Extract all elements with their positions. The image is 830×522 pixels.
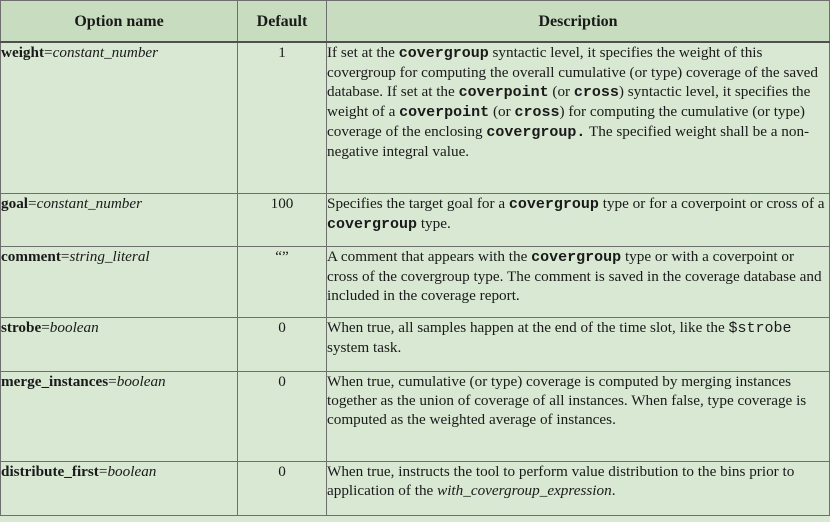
desc-text: Specifies the target goal for a	[327, 194, 509, 212]
desc-text: (or	[489, 103, 515, 120]
option-type: boolean	[116, 372, 166, 390]
header-option-name: Option name	[1, 1, 238, 43]
desc-text: type or with a coverpoint or cross of the covergroup type. The comment is saved in the coverage database and included in the coverage report.	[327, 247, 822, 304]
option-equals: =	[108, 372, 117, 390]
desc-text: A comment that appears with the	[327, 247, 532, 265]
option-equals: =	[41, 318, 50, 336]
desc-text: .	[611, 481, 616, 499]
option-name: strobe	[1, 318, 42, 336]
desc-text: type or for a coverpoint or cross of a	[598, 194, 825, 212]
desc-keyword: cross	[573, 84, 619, 101]
option-equals: =	[98, 462, 108, 480]
option-name-cell	[1, 193, 238, 246]
desc-keyword: covergroup	[398, 45, 489, 62]
option-name-cell	[1, 461, 238, 515]
description-cell	[327, 42, 830, 193]
option-type: boolean	[107, 462, 157, 480]
desc-code: $strobe	[728, 319, 792, 337]
table-row	[1, 246, 830, 317]
desc-text: ) for computing the cumulative (or type) coverage of the enclosing	[327, 103, 805, 140]
desc-keyword: covergroup	[531, 248, 622, 266]
option-name-cell	[1, 246, 238, 317]
description-cell	[327, 371, 830, 461]
desc-keyword: coverpoint	[458, 84, 549, 101]
default-value: “”	[238, 246, 327, 317]
description-cell	[327, 317, 830, 371]
description-cell	[327, 193, 830, 246]
table-row	[1, 317, 830, 371]
desc-text: system task.	[327, 338, 402, 356]
desc-text: When true, cumulative (or type) coverage is computed by merging instances together as the union of coverage of all instances. When false, type coverage is computed as the weighted average of instances.	[327, 372, 807, 428]
desc-keyword: covergroup	[327, 215, 418, 233]
option-name-cell	[1, 371, 238, 461]
desc-text: syntactic level, it specifies the weight of this covergroup for computing the overall cumulative (or type) coverage of the saved database. If set at the	[327, 44, 819, 100]
header-row	[1, 1, 830, 43]
option-name-cell	[1, 317, 238, 371]
desc-text: When true, instructs the tool to perform value distribution to the bins prior to application of the	[327, 462, 795, 499]
option-name: weight	[1, 44, 45, 61]
option-type: constant_number	[36, 194, 143, 212]
option-name: goal	[1, 194, 29, 212]
table-row	[1, 193, 830, 246]
desc-keyword: coverpoint	[399, 104, 490, 121]
option-name: comment	[1, 247, 61, 265]
default-value: 0	[238, 371, 327, 461]
default-value: 0	[238, 317, 327, 371]
header-default: Default	[238, 1, 327, 43]
table-row	[1, 371, 830, 461]
desc-italic: with_covergroup_expression	[437, 481, 612, 499]
description-cell	[327, 461, 830, 515]
option-name: distribute_first	[1, 462, 99, 480]
desc-text: (or	[548, 83, 574, 100]
desc-text: The specified weight shall be a non-negative integral value.	[327, 123, 810, 160]
description-cell	[327, 246, 830, 317]
option-name-cell	[1, 42, 238, 193]
option-equals: =	[44, 44, 53, 61]
default-value: 0	[238, 461, 327, 515]
desc-keyword: covergroup	[508, 195, 599, 213]
desc-text: type.	[417, 214, 451, 232]
option-type: string_literal	[69, 247, 150, 265]
desc-text: When true, all samples happen at the end of the time slot, like the	[327, 318, 729, 336]
default-value: 100	[238, 193, 327, 246]
desc-keyword: cross	[514, 104, 560, 121]
desc-keyword: covergroup.	[486, 124, 586, 141]
default-value: 1	[238, 42, 327, 193]
table-row	[1, 42, 830, 193]
option-equals: =	[60, 247, 70, 265]
option-equals: =	[28, 194, 37, 212]
option-name: merge_instances	[1, 372, 109, 390]
desc-text: ) syntactic level, it specifies the weight of a	[327, 83, 811, 120]
option-type: boolean	[49, 318, 99, 336]
header-description: Description	[327, 1, 830, 43]
desc-text: If set at the	[327, 44, 399, 61]
option-type: constant_number	[52, 44, 159, 61]
table-row	[1, 461, 830, 515]
